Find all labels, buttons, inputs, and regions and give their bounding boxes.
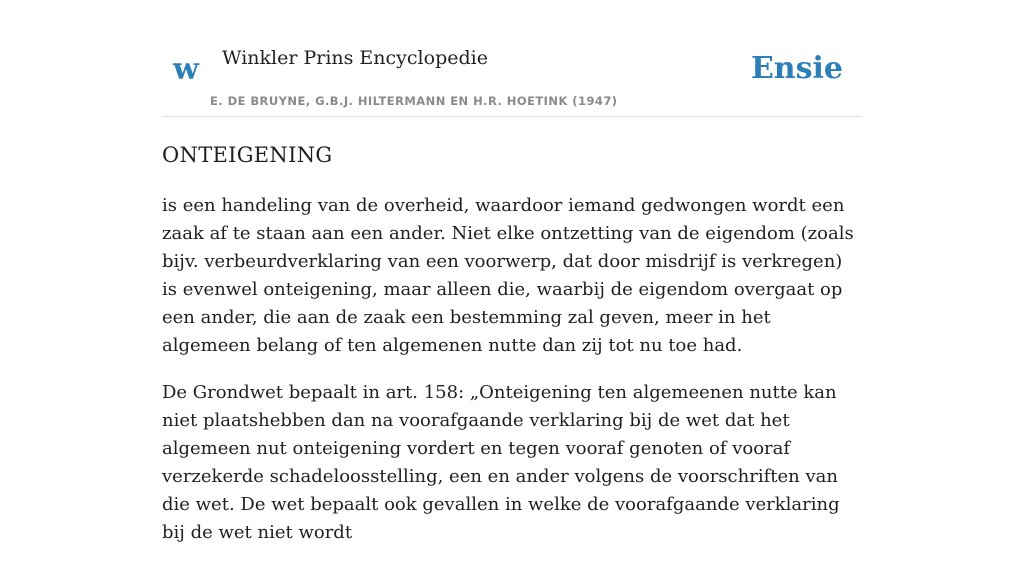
page-header	[162, 0, 862, 117]
publication-title[interactable]: Winkler Prins Encyclopedie	[222, 47, 488, 69]
document-page	[162, 0, 862, 543]
publication-authors: E. DE BRUYNE, G.B.J. HILTERMANN EN H.R. HOETINK (1947)	[210, 94, 618, 108]
article-body	[162, 192, 862, 566]
winkler-prins-logo[interactable]: w	[173, 52, 199, 87]
article-title: ONTEIGENING	[162, 143, 333, 167]
article-paragraph: De Grondwet bepaalt in art. 158: „Onteigening ten algemeenen nutte kan niet plaatshebben dan na voorafgaande verklaring bij de wet dat het algemeen nut onteigening vordert en tegen vooraf genoten of vooraf verzekerde schadeloosstelling, een en ander volgens de voorschriften van die wet. De wet bepaalt ook gevallen in welke de voorafgaande verklaring bij de wet niet wordt	[162, 382, 840, 543]
ensie-logo[interactable]: Ensie	[750, 51, 843, 86]
article-paragraph: is een handeling van de overheid, waardoor iemand gedwongen wordt een zaak af te staan aan een ander. Niet elke ontzetting van de eigendom (zoals bijv. verbeurdverklaring van een voorwerp, dat door misdrijf is verkregen) is evenwel onteigening, maar alleen die, waarbij de eigendom overgaat op een ander, die aan de zaak een bestemming zal geven, meer in het algemeen belang of ten algemenen nutte dan zij tot nu toe had.	[162, 195, 854, 356]
